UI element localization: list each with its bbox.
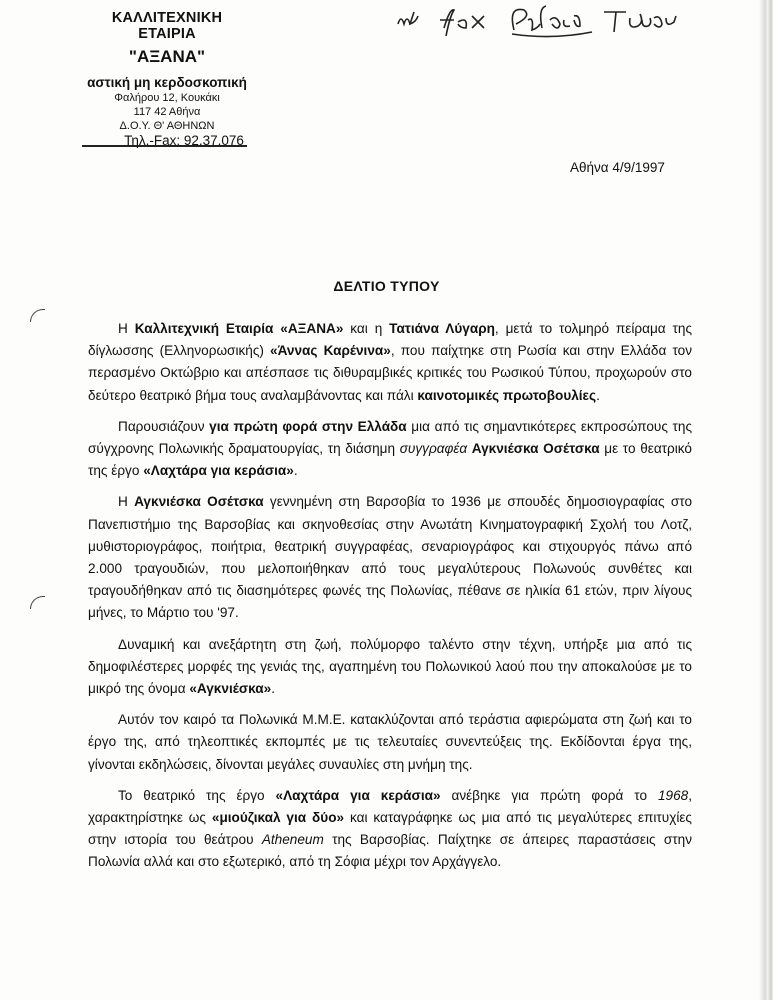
letterhead — [82, 10, 252, 148]
bold-text: Αγκνιέσκα Οσέτσκα — [134, 494, 264, 510]
text-run: Το θεατρικό της έργο — [118, 787, 276, 803]
bold-text: Καλλιτεχνική Εταιρία «ΑΞΑΝΑ» — [134, 321, 344, 336]
text-run: Η — [118, 321, 135, 336]
document-title: ΔΕΛΤΙΟ ΤΥΠΟΥ — [333, 278, 440, 294]
company-type: αστική μη κερδοσκοπική — [87, 75, 247, 90]
punch-hole-mark — [30, 309, 45, 322]
phone-fax: Τηλ.-Fax: 92.37.076 — [124, 133, 244, 148]
bold-text: «Άννας Καρένινα» — [270, 343, 391, 359]
text-run: Αυτόν τον καιρό τα Πολωνικά Μ.Μ.Ε. κατακλύζονται από τεράστια αφιερώματα στη ζωή και το έργο της, από τηλεοπτικές εκπομπές με τις τελευταίες συνεντεύξεις της. Εκδίδονται έργα της, γίνονται εκδηλώσεις, δίνονται μεγάλες συναυλίες στη μνήμη της. — [88, 712, 692, 772]
text-run: . — [293, 463, 298, 479]
page-edge-shadow — [759, 0, 773, 1000]
bold-text: «Λαχτάρα για κεράσια» — [275, 787, 441, 803]
body-paragraph — [88, 416, 692, 483]
body-paragraph — [88, 318, 692, 407]
bold-text: «μιούζικαλ για δύο» — [211, 810, 345, 826]
tax-office: Δ.Ο.Υ. Θ' ΑΘΗΝΩΝ — [119, 120, 215, 132]
text-run: Η — [118, 494, 135, 510]
body-paragraph — [88, 634, 692, 701]
address-street: Φαλήρου 12, Κουκάκι — [114, 92, 220, 104]
italic-text: συγγραφέα — [399, 441, 468, 457]
text-run: Παρουσιάζουν — [118, 418, 210, 434]
text-run: . — [271, 681, 275, 697]
text-run: Δυναμική και ανεξάρτητη στη ζωή, πολύμορφο ταλέντο στην τέχνη, υπήρξε μια από τις δημοφιλέστερες μορφές της γενιάς της, αγαπημένη του Πολωνικού λαού που την αποκαλούσε με το μικρό της όνομα — [88, 636, 692, 697]
text-run: της Βαρσοβίας. Παίχτηκε σε άπειρες παραστάσεις στην Πολωνία αλλά και στο εξωτερικό, από τη Σόφια μέχρι τον Αρχάγγελο. — [88, 832, 692, 870]
body-paragraph — [88, 709, 692, 776]
text-run: , που παίχτηκε στη Ρωσία και στην Ελλάδα τον περασμένο Οκτώβριο και απέσπασε τις διθυραμβικές κριτικές του Ρωσικού Τύπου, προχωρούν στο δεύτερο θεατρικό βήμα τους αναλαμβάνοντας και πάλι — [88, 343, 692, 403]
bold-text: καινοτομικές πρωτοβουλίες — [417, 387, 597, 403]
address-city: 117 42 Αθήνα — [133, 106, 201, 118]
text-run: γεννημένη στη Βαρσοβία το 1936 με σπουδές δημοσιογραφίας στο Πανεπιστήμιο της Βαρσοβίας και σκηνοθεσίας στην Ανωτάτη Κινηματογραφική Σχολή του Λοτζ, μυθιστοριογράφος, ποιήτρια, θεατρική συγγραφέας, σεναριογράφος και στιχουργός πάνω από 2.000 τραγουδιών, που μελοποιήθηκαν από τους μεγαλύτερους Πολωνούς συνθέτες και τραγουδήθηκαν από τις διασημότερες φωνές της Πολωνίας, πέθανε σε ηλικία 61 ετών, πριν λίγους μήνες, το Μάρτιο του '97. — [88, 494, 693, 621]
italic-text: 1968 — [657, 787, 689, 803]
letterhead-rule — [82, 145, 247, 147]
handwritten-note — [392, 2, 692, 52]
bold-text: «Αγκνιέσκα» — [189, 681, 272, 697]
press-release-body — [88, 318, 692, 883]
bold-text: Αγκνιέσκα Οσέτσκα — [471, 441, 600, 457]
company-title: ΚΑΛΛΙΤΕΧΝΙΚΗ ΕΤΑΙΡΙΑ — [111, 10, 223, 42]
punch-hole-mark — [30, 596, 45, 609]
document-date: Αθήνα 4/9/1997 — [570, 160, 665, 175]
text-run: και η — [343, 321, 390, 336]
body-paragraph — [88, 491, 692, 624]
text-run: ανέβηκε για πρώτη φορά το — [440, 787, 658, 803]
company-name: "ΑΞΑΝΑ" — [128, 47, 206, 66]
bold-text: «Λαχτάρα για κεράσια» — [143, 463, 294, 479]
text-run: και καταγράφηκε ως μια από τις μεγαλύτερες επιτυχίες στην ιστορία του θεάτρου — [88, 810, 692, 848]
body-paragraph — [88, 785, 692, 874]
text-run: , μετά το τολμηρό πείραμα της δίγλωσσης (Ελληνορωσικής) — [88, 321, 693, 359]
text-run: με το θεατρικό της έργο — [88, 441, 692, 479]
text-run: , χαρακτηρίστηκε ως — [88, 787, 692, 826]
text-run: . — [596, 387, 600, 403]
bold-text: για πρώτη φορά στην Ελλάδα — [209, 418, 407, 434]
text-run: μια από τις σημαντικότερες εκπροσώπους της σύγχρονης Πολωνικής δραματουργίας, τη διάσημη — [88, 418, 692, 457]
bold-text: Τατιάνα Λύγαρη — [389, 321, 495, 336]
italic-text: Atheneum — [261, 832, 324, 848]
